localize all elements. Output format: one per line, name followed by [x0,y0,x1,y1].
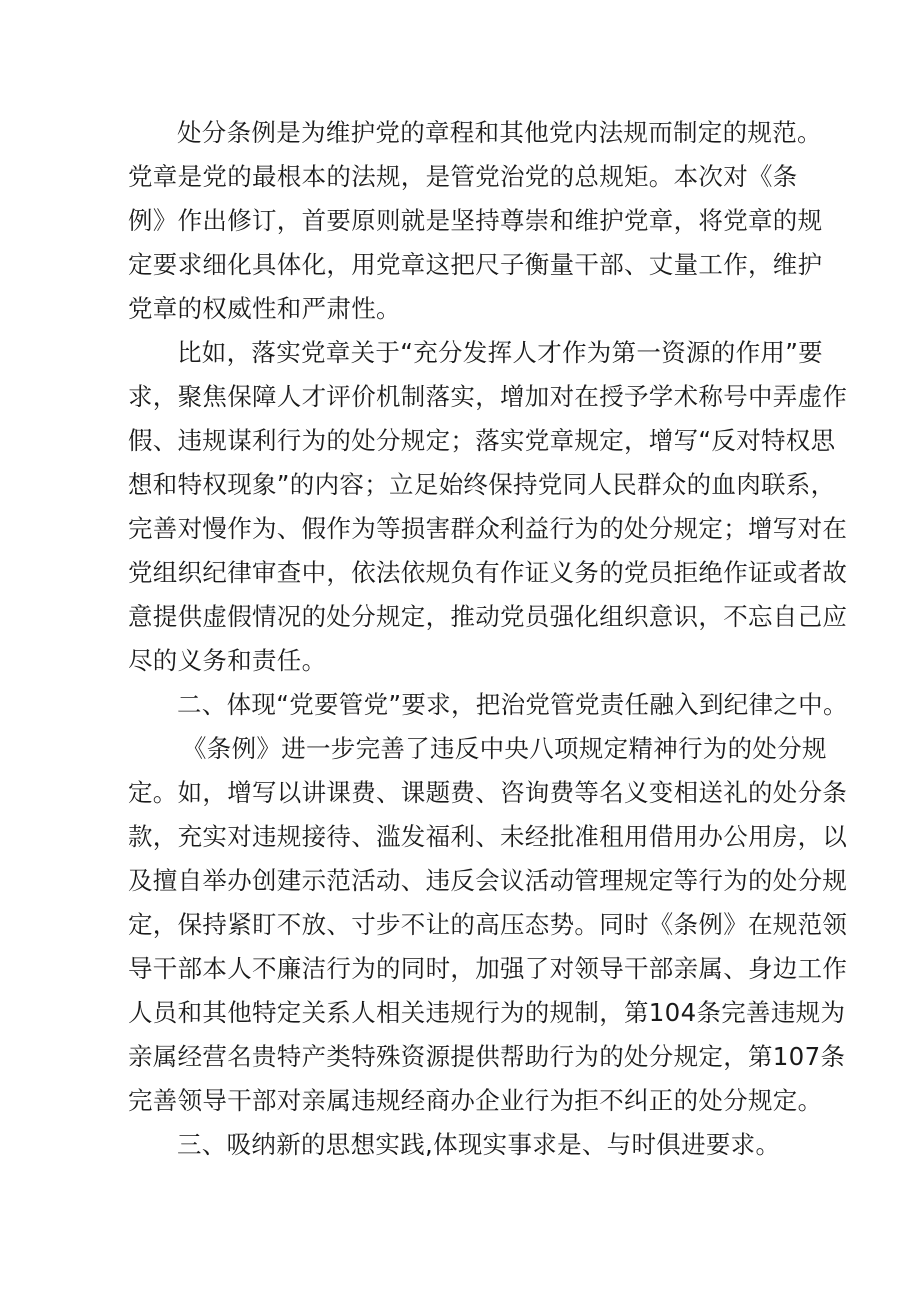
paragraph-1-line-2: 党章是党的最根本的法规，是管党治党的总规矩。本次对《条 [128,162,798,191]
paragraph-3-line-2: 定。如，增写以讲课费、课题费、咨询费等名义变相送礼的处分条 [128,778,848,807]
paragraph-1-line-4: 定要求细化具体化，用党章这把尺子衡量干部、丈量工作，维护 [128,250,823,279]
paragraph-1-line-1: 处分条例是为维护党的章程和其他党内法规而制定的规范。 [177,118,822,147]
paragraph-3-line-3: 款，充实对违规接待、滥发福利、未经批准租用借用办公用房，以 [128,822,848,851]
section-heading-3: 三、吸纳新的思想实践,体现实事求是、与时俱进要求。 [177,1130,781,1159]
paragraph-2-line-4: 想和特权现象”的内容；立足始终保持党同人民群众的血肉联系， [128,470,836,499]
paragraph-2-line-5: 完善对慢作为、假作为等损害群众利益行为的处分规定；增写对在 [128,514,848,543]
paragraph-2-line-6: 党组织纪律审查中，依法依规负有作证义务的党员拒绝作证或者故 [128,558,848,587]
paragraph-3-line-5: 定，保持紧盯不放、寸步不让的高压态势。同时《条例》在规范领 [128,910,848,939]
paragraph-3-line-9: 完善领导干部对亲属违规经商办企业行为拒不纠正的处分规定。 [128,1086,823,1115]
paragraph-3-line-4: 及擅自举办创建示范活动、违反会议活动管理规定等行为的处分规 [128,866,848,895]
paragraph-3-line-1: 《条例》进一步完善了违反中央八项规定精神行为的处分规 [182,734,827,763]
paragraph-3-line-6: 导干部本人不廉洁行为的同时，加强了对领导干部亲属、身边工作 [128,954,848,983]
paragraph-2-line-2: 求，聚焦保障人才评价机制落实，增加对在授予学术称号中弄虚作 [128,382,848,411]
paragraph-3-line-7: 人员和其他特定关系人相关违规行为的规制，第104条完善违规为 [128,998,846,1027]
paragraph-2-line-1: 比如，落实党章关于“充分发挥人才作为第一资源的作用”要 [177,338,823,367]
paragraph-1-line-3: 例》作出修订，首要原则就是坚持尊崇和维护党章，将党章的规 [128,206,823,235]
paragraph-3-line-8: 亲属经营名贵特产类特殊资源提供帮助行为的处分规定，第107条 [128,1042,846,1071]
paragraph-2-line-7: 意提供虚假情况的处分规定，推动党员强化组织意识，不忘自己应 [128,602,848,631]
section-heading-2: 二、体现“党要管党”要求，把治党管党责任融入到纪律之中。 [177,690,848,719]
paragraph-2-line-8: 尽的义务和责任。 [128,646,327,675]
paragraph-2-line-3: 假、违规谋利行为的处分规定；落实党章规定，增写“反对特权思 [128,426,836,455]
paragraph-1-line-5: 党章的权威性和严肃性。 [128,294,401,323]
